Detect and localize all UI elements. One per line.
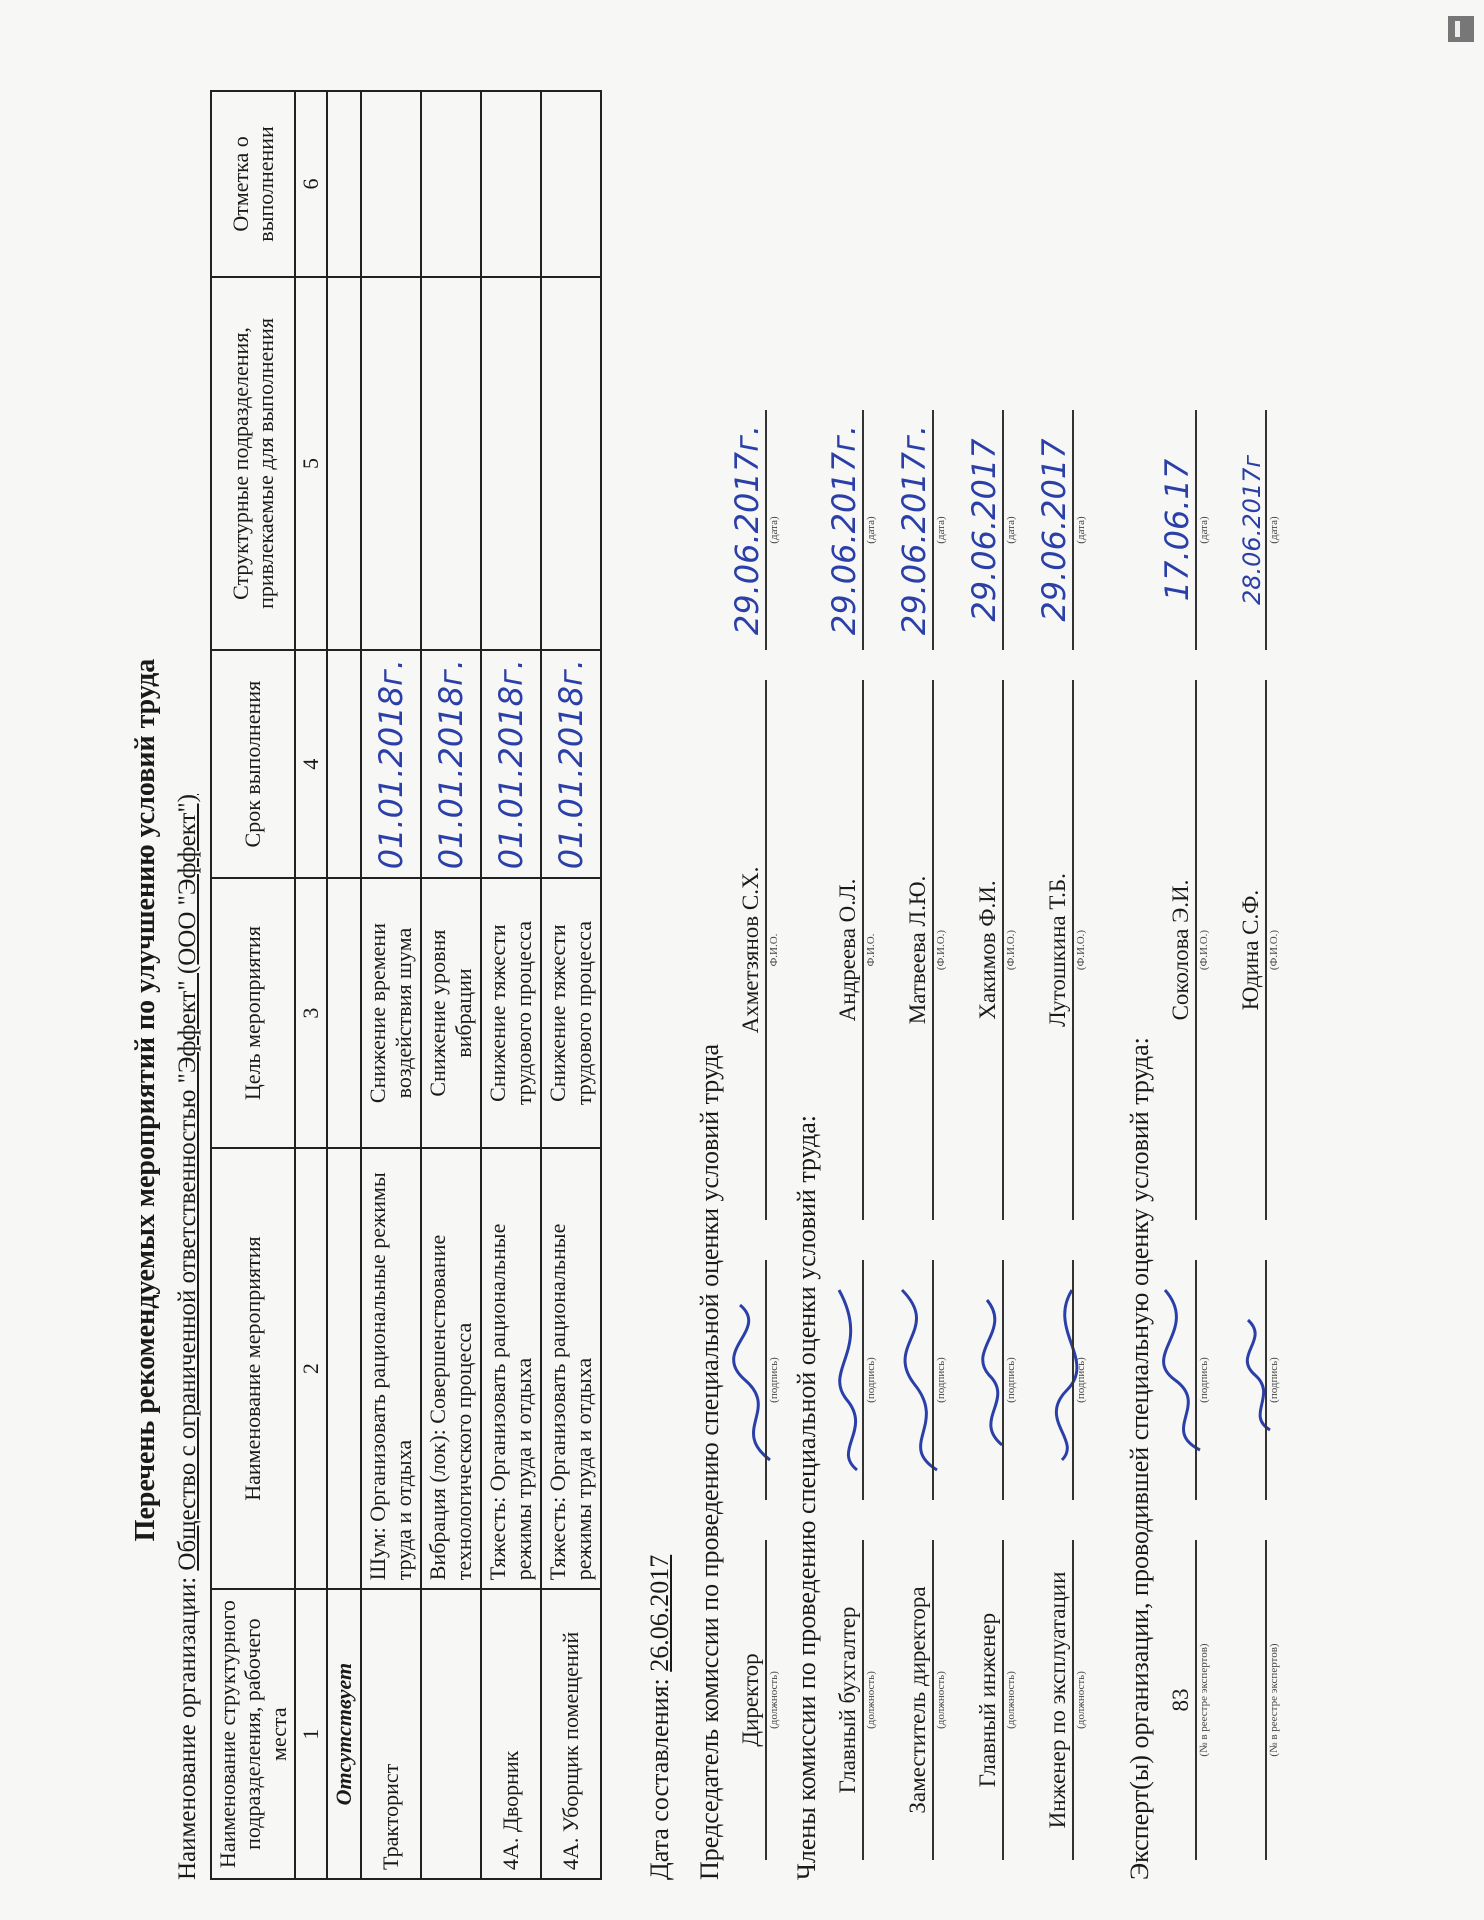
chair-date: 29.06.2017г.: [728, 424, 766, 636]
date-caption: (дата): [765, 410, 780, 650]
fio-caption: Ф.И.О.: [765, 680, 780, 1220]
expert-signature-row: [1158, 80, 1210, 1880]
member-name: Матвеева Л.Ю.: [905, 875, 930, 1025]
experts-heading: Эксперт(ы) организации, проводившей специальную оценку условий труда:: [1125, 1037, 1154, 1880]
row-measure: Тяжесть: Организовать рациональные режимы труда и отдыха: [541, 1148, 601, 1589]
fio-caption: (Ф.И.О.): [1002, 680, 1017, 1220]
row-place: Тракторист: [361, 1589, 421, 1879]
compiled-date-label: Дата составления:: [645, 1678, 674, 1880]
chair-position: Директор: [738, 1653, 763, 1747]
row-place: 4А. Уборщик помещений: [541, 1589, 601, 1879]
column-number: 4: [295, 650, 327, 878]
row-goal: Снижение времени воздействия шума: [361, 878, 421, 1148]
position-caption: (должность): [1002, 1540, 1017, 1860]
chair-signature-row: [728, 80, 780, 1880]
members-heading: Члены комиссии по проведению специальной оценки условий труда:: [792, 1114, 821, 1880]
position-caption: (должность): [862, 1540, 877, 1860]
registry-caption: (№ в реестре экспертов): [1195, 1540, 1210, 1860]
signature-caption: (подпись): [1072, 1260, 1087, 1500]
member-position: Главный инженер: [975, 1612, 1000, 1788]
table-section-row: [327, 91, 361, 1879]
row-goal: Снижение тяжести трудового процесса: [541, 878, 601, 1148]
member-position: Главный бухгалтер: [835, 1606, 860, 1794]
fio-caption: (Ф.И.О.): [1195, 680, 1210, 1220]
fio-caption: (Ф.И.О.): [932, 680, 947, 1220]
position-caption: (должность): [765, 1540, 780, 1860]
rotated-document-page: [120, 60, 1360, 1900]
member-date: 29.06.2017г.: [895, 424, 933, 636]
table-row: [421, 91, 481, 1879]
column-number: 2: [295, 1148, 327, 1589]
row-deadline: 01.01.2018г.: [361, 650, 421, 878]
chair-heading: Председатель комиссии по проведению специальной оценки условий труда: [695, 1043, 724, 1880]
member-name: Хакимов Ф.И.: [975, 880, 1000, 1020]
expert-name: Юдина С.Ф.: [1238, 889, 1263, 1011]
member-date: 29.06.2017: [1035, 438, 1073, 622]
date-caption: (дата): [932, 410, 947, 650]
column-number: 1: [295, 1589, 327, 1879]
signature-caption: (подпись): [932, 1260, 947, 1500]
table-row: [481, 91, 541, 1879]
header-departments: Структурные подразделения, привлекаемые для выполнения: [211, 277, 295, 650]
member-position: Заместитель директора: [905, 1586, 930, 1814]
row-deadline: 01.01.2018г.: [421, 650, 481, 878]
position-caption: (должность): [1072, 1540, 1087, 1860]
member-position: Инженер по эксплуатации: [1045, 1571, 1070, 1829]
table-row: [541, 91, 601, 1879]
table-number-row: [295, 91, 327, 1879]
header-completion-mark: Отметка о выполнении: [211, 91, 295, 277]
chair-name: Ахметзянов С.Х.: [738, 866, 763, 1034]
member-date: 29.06.2017г.: [825, 424, 863, 636]
scan-corner-mark: [1448, 16, 1474, 42]
organization-line: [174, 794, 202, 1880]
signature-caption: (подпись): [1265, 1260, 1280, 1500]
column-number: 5: [295, 277, 327, 650]
table-header-row: [211, 91, 295, 1879]
member-signature-row: [895, 80, 947, 1880]
compiled-date-line: [645, 1555, 675, 1880]
signature-caption: (подпись): [862, 1260, 877, 1500]
date-caption: (дата): [1072, 410, 1087, 650]
row-deadline: 01.01.2018г.: [541, 650, 601, 878]
header-measure: Наименование мероприятия: [211, 1148, 295, 1589]
measures-table: [210, 90, 602, 1880]
row-place: 4А. Дворник: [481, 1589, 541, 1879]
compiled-date-value: 26.06.2017: [645, 1554, 674, 1672]
date-caption: (дата): [1002, 410, 1017, 650]
row-goal: Снижение тяжести трудового процесса: [481, 878, 541, 1148]
section-absent: Отсутствует: [327, 1589, 361, 1879]
fio-caption: (Ф.И.О.): [1265, 680, 1280, 1220]
expert-registry-number: 83: [1168, 1688, 1193, 1712]
member-date: 29.06.2017: [965, 438, 1003, 622]
row-measure: Вибрация (лок): Совершенствование технологического процесса: [421, 1148, 481, 1589]
header-place: Наименование структурного подразделения, рабочего места: [211, 1589, 295, 1879]
expert-signature-row: [1228, 80, 1280, 1880]
date-caption: (дата): [862, 410, 877, 650]
column-number: 6: [295, 91, 327, 277]
member-signature-row: [825, 80, 877, 1880]
header-goal: Цель мероприятия: [211, 878, 295, 1148]
date-caption: (дата): [1195, 410, 1210, 650]
row-goal: Снижение уровня вибрации: [421, 878, 481, 1148]
expert-date: 28.06.2017г: [1238, 454, 1266, 606]
signature-caption: (подпись): [1195, 1260, 1210, 1500]
row-measure: Тяжесть: Организовать рациональные режимы труда и отдыха: [481, 1148, 541, 1589]
signature-caption: (подпись): [1002, 1260, 1017, 1500]
header-deadline: Срок выполнения: [211, 650, 295, 878]
fio-caption: Ф.И.О.: [862, 680, 877, 1220]
signature-caption: (подпись): [765, 1260, 780, 1500]
member-name: Лутошкина Т.Б.: [1045, 873, 1070, 1027]
row-place: [421, 1589, 481, 1879]
fio-caption: (Ф.И.О.): [1072, 680, 1087, 1220]
date-caption: (дата): [1265, 410, 1280, 650]
organization-label: Наименование организации:: [174, 1576, 201, 1880]
organization-name: Общество с ограниченной ответственностью "Эффект" (ООО "Эффект"): [174, 794, 201, 1571]
expert-name: Соколова Э.И.: [1168, 879, 1193, 1021]
registry-caption: (№ в реестре экспертов): [1265, 1540, 1280, 1860]
row-deadline: 01.01.2018г.: [481, 650, 541, 878]
member-signature-row: [965, 80, 1017, 1880]
member-signature-row: [1035, 80, 1087, 1880]
column-number: 3: [295, 878, 327, 1148]
row-measure: Шум: Организовать рациональные режимы труда и отдыха: [361, 1148, 421, 1589]
table-row: [361, 91, 421, 1879]
document-title: Перечень рекомендуемых мероприятий по улучшению условий труда: [130, 658, 161, 1542]
position-caption: (должность): [932, 1540, 947, 1860]
member-name: Андреева О.Л.: [835, 878, 860, 1022]
expert-date: 17.06.17: [1158, 458, 1196, 602]
